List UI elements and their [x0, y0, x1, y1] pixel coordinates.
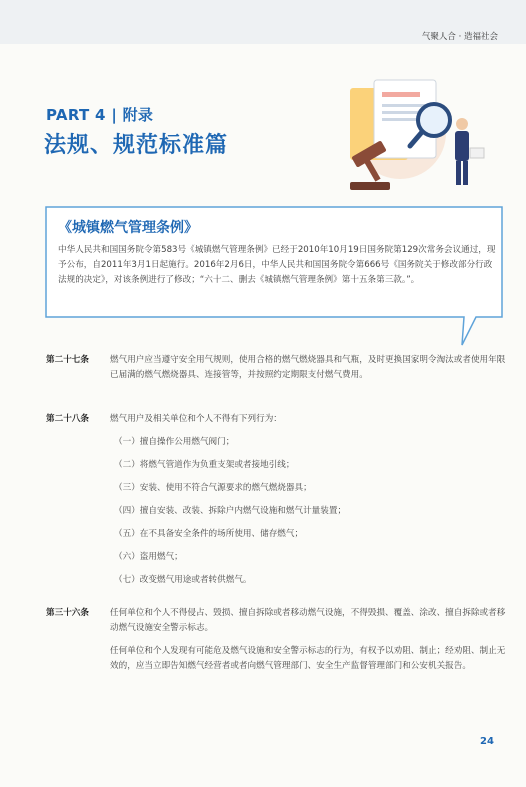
list-item: （六）盗用燃气； [114, 552, 183, 562]
list-item: （一）擅自操作公用燃气阀门； [114, 437, 235, 447]
header-tagline: 气聚人合 · 造福社会 [421, 32, 498, 42]
article-paragraph: 燃气用户及相关单位和个人不得有下列行为： [110, 414, 282, 424]
law-illustration [330, 78, 490, 198]
article-label: 第二十七条 [46, 355, 89, 365]
list-item: （四）擅自安装、改装、拆除户内燃气设施和燃气计量装置； [114, 506, 347, 516]
list-item: （七）改变燃气用途或者转供燃气。 [114, 575, 252, 585]
article-paragraph: 任何单位和个人发现有可能危及燃气设施和安全警示标志的行为，有权予以劝阻、制止；经劝阻、制止无效的，应当立即告知燃气经营者或者向燃气管理部门、安全生产监督管理部门和公安机关报告。 [110, 646, 506, 671]
article-body [110, 606, 506, 682]
list-item: （五）在不具备安全条件的场所使用、储存燃气； [114, 529, 304, 539]
article-label: 第二十八条 [46, 414, 89, 424]
article-label: 第三十六条 [46, 608, 89, 618]
section-title: 法规、规范标准篇 [44, 133, 229, 158]
law-description: 中华人民共和国国务院令第583号《城镇燃气管理条例》已经于2010年10月19日国务院第129次常务会议通过，现予公布，自2011年3月1日起施行。2016年2月6日，中华人民共和国国务院令第666号《国务院关于修改部分行政法规的决定》，对该条例进行了修改；“六十二、删去《城镇燃气管理条例》第十五条第三款。”。 [58, 245, 496, 285]
list-item: （三）安装、使用不符合气源要求的燃气燃烧器具； [114, 483, 312, 493]
article-body [110, 412, 506, 588]
article-body [110, 353, 506, 391]
part-label: PART 4 | 附录 [46, 106, 154, 124]
page-number: 24 [480, 736, 494, 747]
article-paragraph: 燃气用户应当遵守安全用气规则，使用合格的燃气燃烧器具和气瓶，及时更换国家明令淘汰或者使用年限已届满的燃气燃烧器具、连接管等，并按照约定期限支付燃气费用。 [110, 355, 506, 380]
law-title: 《城镇燃气管理条例》 [58, 220, 198, 236]
list-item: （二）将燃气管道作为负重支架或者接地引线； [114, 460, 295, 470]
article-paragraph: 任何单位和个人不得侵占、毁损、擅自拆除或者移动燃气设施，不得毁损、覆盖、涂改、擅自拆除或者移动燃气设施安全警示标志。 [110, 608, 506, 633]
